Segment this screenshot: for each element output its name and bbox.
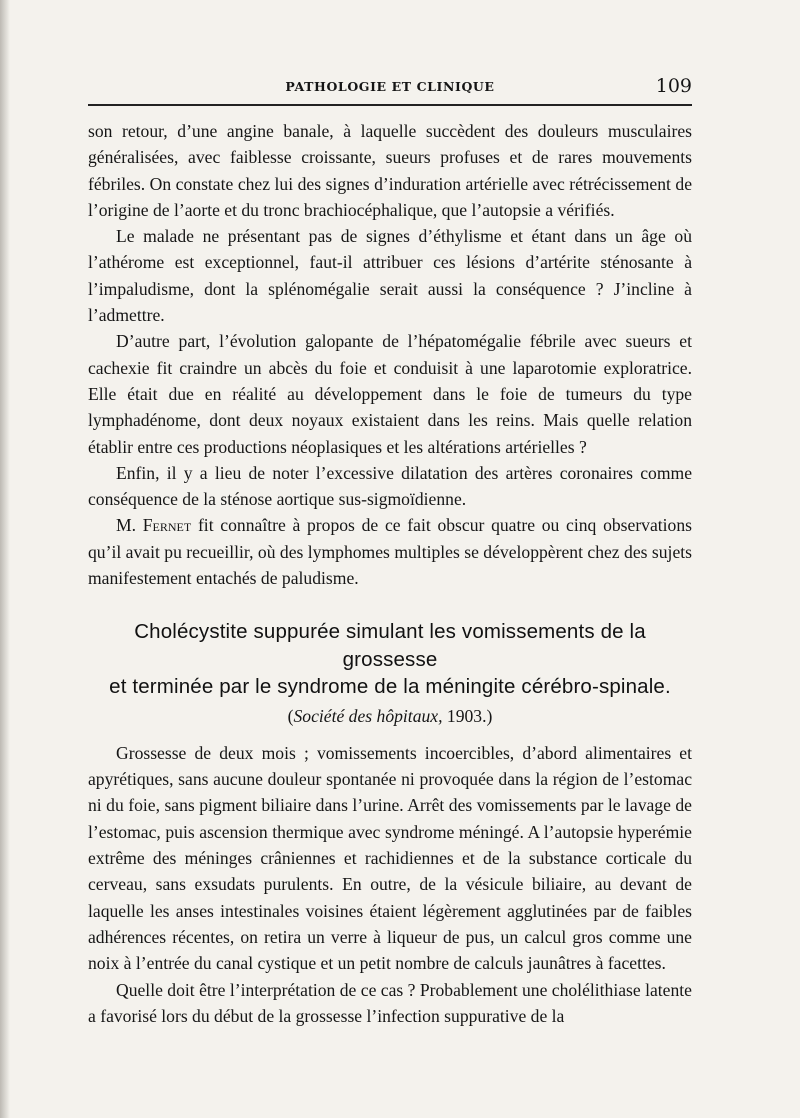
- paragraph: Quelle doit être l’interprétation de ce cas ? Probablement une cholélithiase latente a favorisé lors du début de la grossesse l’infection suppurative de la: [88, 979, 692, 1026]
- page-number: 109: [655, 75, 692, 97]
- source-journal: Société des hôpitaux,: [293, 705, 443, 726]
- section-heading-line-2: et terminée par le syndrome de la méningite cérébro-spinale.: [109, 675, 671, 699]
- running-header: [88, 76, 692, 98]
- page-left-edge-shadow: [0, 0, 10, 1118]
- paragraph-text: fit connaître à propos de ce fait obscur quatre ou cinq observations qu’il avait pu recueillir, où des lymphomes multiples se développèrent chez des sujets manifestement entachés de paludisme.: [88, 515, 693, 589]
- body-text: [88, 118, 692, 1029]
- section-source: (Société des hôpitaux, 1903.): [287, 705, 493, 726]
- source-year: 1903.: [446, 705, 487, 726]
- paragraph: Le malade ne présentant pas de signes d’éthylisme et étant dans un âge où l’athérome est exceptionnel, faut-il attribuer ces lésions d’artérite sténosante à l’impaludisme, dont la splénomégalie serait aussi la conséquence ? J’incline à l’admettre.: [88, 226, 692, 326]
- section-heading-line-1: Cholécystite suppurée simulant les vomissements de la grossesse: [134, 620, 646, 671]
- paragraph: Enfin, il y a lieu de noter l’excessive dilatation des artères coronaires comme conséquence de la sténose aortique sus-sigmoïdienne.: [88, 462, 692, 510]
- paragraph-fernet: [88, 512, 692, 591]
- author-name: M. Fernet: [116, 515, 192, 536]
- section-heading: [88, 618, 692, 701]
- header-rule: [88, 104, 692, 106]
- running-title: PATHOLOGIE ET CLINIQUE: [285, 79, 495, 94]
- paragraph: Grossesse de deux mois ; vomissements incoercibles, d’abord alimentaires et apyrétiques, sans aucune douleur spontanée ni provoquée dans la région de l’estomac ni du foie, sans pigment biliaire dans l’urine. Arrêt des vomissements par le lavage de l’estomac, puis ascension thermique avec syndrome méningé. A l’autopsie hyperémie extrême des méninges crâniennes et rachidiennes et de la substance corticale du cerveau, sans exsudats purulents. En outre, de la vésicule biliaire, au devant de laquelle les anses intestinales voisines étaient légèrement agglutinées par de faibles adhérences récentes, on retira un verre à liqueur de pus, un calcul gros comme une noix à l’entrée du canal cystique et un petit nombre de calculs jaunâtres à facettes.: [88, 742, 692, 974]
- paragraph: D’autre part, l’évolution galopante de l’hépatomégalie fébrile avec sueurs et cachexie fit craindre un abcès du foie et conduisit à une laparotomie exploratrice. Elle était due en réalité au développement dans le foie de tumeurs du type lymphadénome, dont deux noyaux existaient dans les reins. Mais quelle relation établir entre ces productions néoplasiques et les altérations artérielles ?: [88, 331, 692, 457]
- paragraph-continuation: son retour, d’une angine banale, à laquelle succèdent des douleurs musculaires généralisées, avec faiblesse croissante, sueurs profuses et de rares mouvements fébriles. On constate chez lui des signes d’induration artérielle avec rétrécissement de l’origine de l’aorte et du tronc brachiocéphalique, que l’autopsie a vérifiés.: [88, 121, 692, 220]
